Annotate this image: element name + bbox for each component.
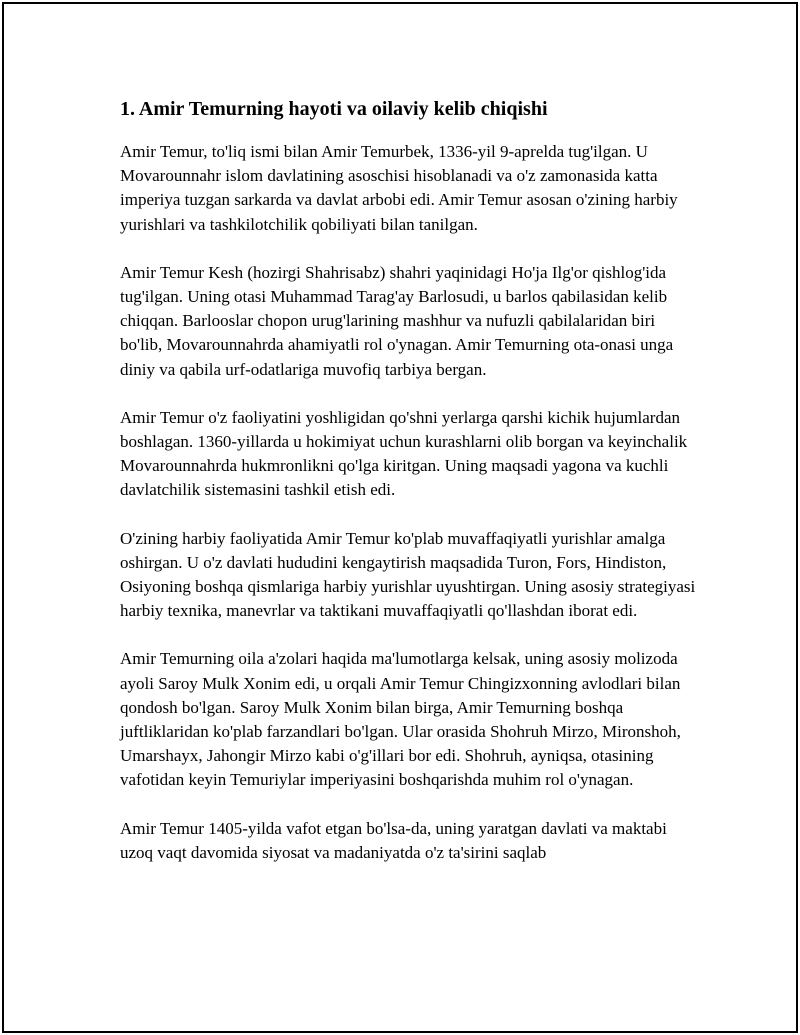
paragraph-birth: Amir Temur, to'liq ismi bilan Amir Temurbek, 1336-yil 9-aprelda tug'ilgan. U Movarounnahr islom davlatining asoschisi hisoblanadi va o'z zamonasida katta imperiya tuzgan sarkarda va davlat arbobi edi. Amir Temur asosan o'zining harbiy yurishlari va tashkilotchilik qobiliyati bilan tanilgan.: [120, 142, 678, 234]
section-heading: 1. Amir Temurning hayoti va oilaviy kelib chiqishi: [120, 98, 548, 120]
paragraph-legacy: Amir Temur 1405-yilda vafot etgan bo'lsa-da, uning yaratgan davlati va maktabi uzoq vaqt davomida siyosat va madaniyatda o'z ta'sirini saqlab: [120, 818, 667, 862]
document-page: [2, 2, 798, 1033]
paragraph-military-campaigns: O'zining harbiy faoliyatida Amir Temur ko'plab muvaffaqiyatli yurishlar amalga oshirgan. U o'z davlati hududini kengaytirish maqsadida Turon, Fors, Hindiston, Osiyoning boshqa qismlariga harbiy yurishlar uyushtirgan. Uning asosiy strategiyasi harbiy texnika, manevrlar va taktikani muvaffaqiyatli qo'llashdan iborat edi.: [120, 528, 696, 621]
paragraph-family: Amir Temurning oila a'zolari haqida ma'lumotlarga kelsak, uning asosiy molizoda ayoli Saroy Mulk Xonim edi, u orqali Amir Temur Chingizxonning avlodlari bilan qondosh bo'lgan. Saroy Mulk Xonim bilan birga, Amir Temurning boshqa juftliklaridan ko'plab farzandlari bo'lgan. Ular orasida Shohruh Mirzo, Mironshoh, Umarshayx, Jahongir Mirzo kabi o'g'illari bor edi. Shohruh, ayniqsa, otasining vafotidan keyin Temuriylar imperiyasini boshqarishda muhim rol o'ynagan.: [120, 649, 681, 790]
paragraph-early-career: Amir Temur o'z faoliyatini yoshligidan qo'shni yerlarga qarshi kichik hujumlardan boshlagan. 1360-yillarda u hokimiyat uchun kurashlarni olib borgan va keyinchalik Movarounnahrda hukmronlikni qo'lga kiritgan. Uning maqsadi yagona va kuchli davlatchilik sistemasini tashkil etish edi.: [120, 407, 688, 500]
document-body: [120, 92, 700, 889]
paragraph-origin: Amir Temur Kesh (hozirgi Shahrisabz) shahri yaqinidagi Ho'ja Ilg'or qishlog'ida tug'ilgan. Uning otasi Muhammad Tarag'ay Barlosudi, u barlos qabilasidan kelib chiqqan. Barlooslar chopon urug'larining mashhur va nufuzli qabilalaridan biri bo'lib, Movarounnahrda ahamiyatli rol o'ynagan. Amir Temurning ota-onasi unga diniy va qabila urf-odatlariga muvofiq tarbiya bergan.: [120, 262, 674, 379]
